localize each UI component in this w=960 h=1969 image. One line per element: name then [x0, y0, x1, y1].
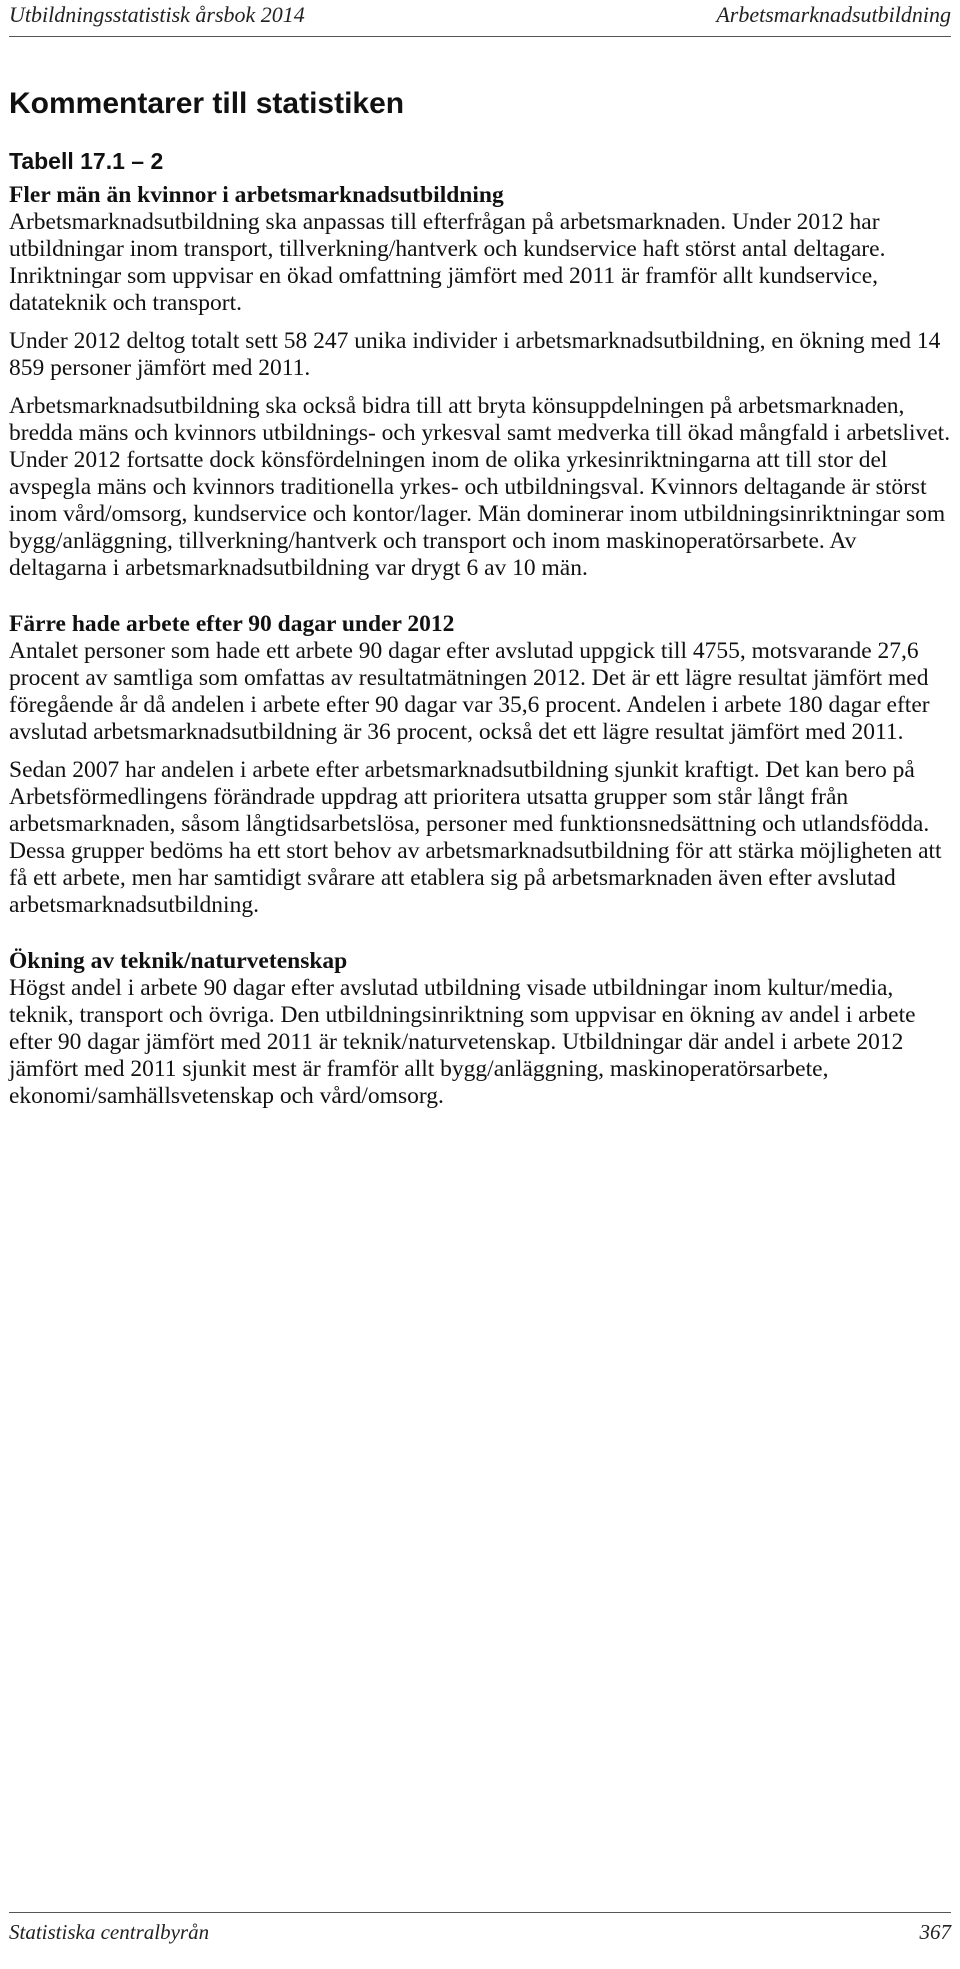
header-chapter-title: Arbetsmarknadsutbildning — [716, 2, 951, 27]
paragraph: Under 2012 deltog totalt sett 58 247 unika individer i arbetsmarknadsutbildning, en ökning med 14 859 personer jämfört med 2011. — [9, 328, 941, 381]
section-heading: Ökning av teknik/naturvetenskap — [9, 948, 348, 974]
section-heading: Färre hade arbete efter 90 dagar under 2012 — [9, 611, 455, 637]
paragraph: Sedan 2007 har andelen i arbete efter arbetsmarknadsutbildning sjunkit kraftigt. Det kan bero på Arbetsförmedlingens förändrade uppdrag att prioritera utsatta grupper som står långt från arbetsmarknaden, såsom långtidsarbetslösa, personer med funktionsnedsättning och utlandsfödda. Dessa grupper bedöms ha ett stort behov av arbetsmarknadsutbildning för att stärka möjligheten att få ett arbete, men har samtidigt svårare att etablera sig på arbetsmarknaden även efter avslutad arbetsmarknadsutbildning. — [9, 757, 942, 918]
paragraph: Arbetsmarknadsutbildning ska anpassas till efterfrågan på arbetsmarknaden. Under 2012 har utbildningar inom transport, tillverkning/hantverk och kundservice haft störst antal deltagare. Inriktningar som uppvisar en ökad omfattning jämfört med 2011 är framför allt kundservice, datateknik och transport. — [9, 209, 886, 316]
header-publication-title: Utbildningsstatistisk årsbok 2014 — [9, 2, 305, 27]
footer-divider — [9, 1912, 951, 1913]
section-heading: Fler män än kvinnor i arbetsmarknadsutbildning — [9, 182, 504, 208]
section-technology-science — [9, 948, 954, 1110]
paragraph: Antalet personer som hade ett arbete 90 dagar efter avslutad uppgick till 4755, motsvarande 27,6 procent av samtliga som omfattas av resultatmätningen 2012. Det är ett lägre resultat jämfört med föregående år då andelen i arbete efter 90 dagar var 35,6 procent. Andelen i arbete 180 dagar efter avslutad arbetsmarknadsutbildning är 36 procent, också det ett lägre resultat jämfört med 2011. — [9, 638, 930, 745]
page-number: 367 — [919, 1920, 951, 1944]
header-divider — [9, 36, 951, 37]
body-content — [9, 182, 954, 1121]
footer-publisher: Statistiska centralbyrån — [9, 1920, 210, 1944]
paragraph: Högst andel i arbete 90 dagar efter avslutad utbildning visade utbildningar inom kultur/media, teknik, transport och övriga. Den utbildningsinriktning som uppvisar en ökning av andel i arbete efter 90 dagar jämfört med 2011 är teknik/naturvetenskap. Utbildningar där andel i arbete 2012 jämfört med 2011 sjunkit mest är framför allt bygg/anläggning, maskinoperatörsarbete, ekonomi/samhällsvetenskap och vård/omsorg. — [9, 975, 916, 1109]
page-title: Kommentarer till statistiken — [9, 87, 405, 120]
section-employment-90-days — [9, 611, 954, 919]
paragraph: Arbetsmarknadsutbildning ska också bidra till att bryta könsuppdelningen på arbetsmarknaden, bredda mäns och kvinnors utbildnings- och yrkesval samt medverka till ökad mångfald i arbetslivet. Under 2012 fortsatte dock könsfördelningen inom de olika yrkesinriktningarna att till stor del avspegla mäns och kvinnors traditionella yrkes- och utbildningsval. Kvinnors deltagande är störst inom vård/omsorg, kundservice och kontor/lager. Män dominerar inom utbildningsinriktningar som bygg/anläggning, tillverkning/hantverk och transport och inom maskinoperatörsarbete. Av deltagarna i arbetsmarknadsutbildning var drygt 6 av 10 män. — [9, 393, 951, 581]
table-reference: Tabell 17.1 – 2 — [9, 148, 164, 174]
section-men-women — [9, 182, 954, 582]
